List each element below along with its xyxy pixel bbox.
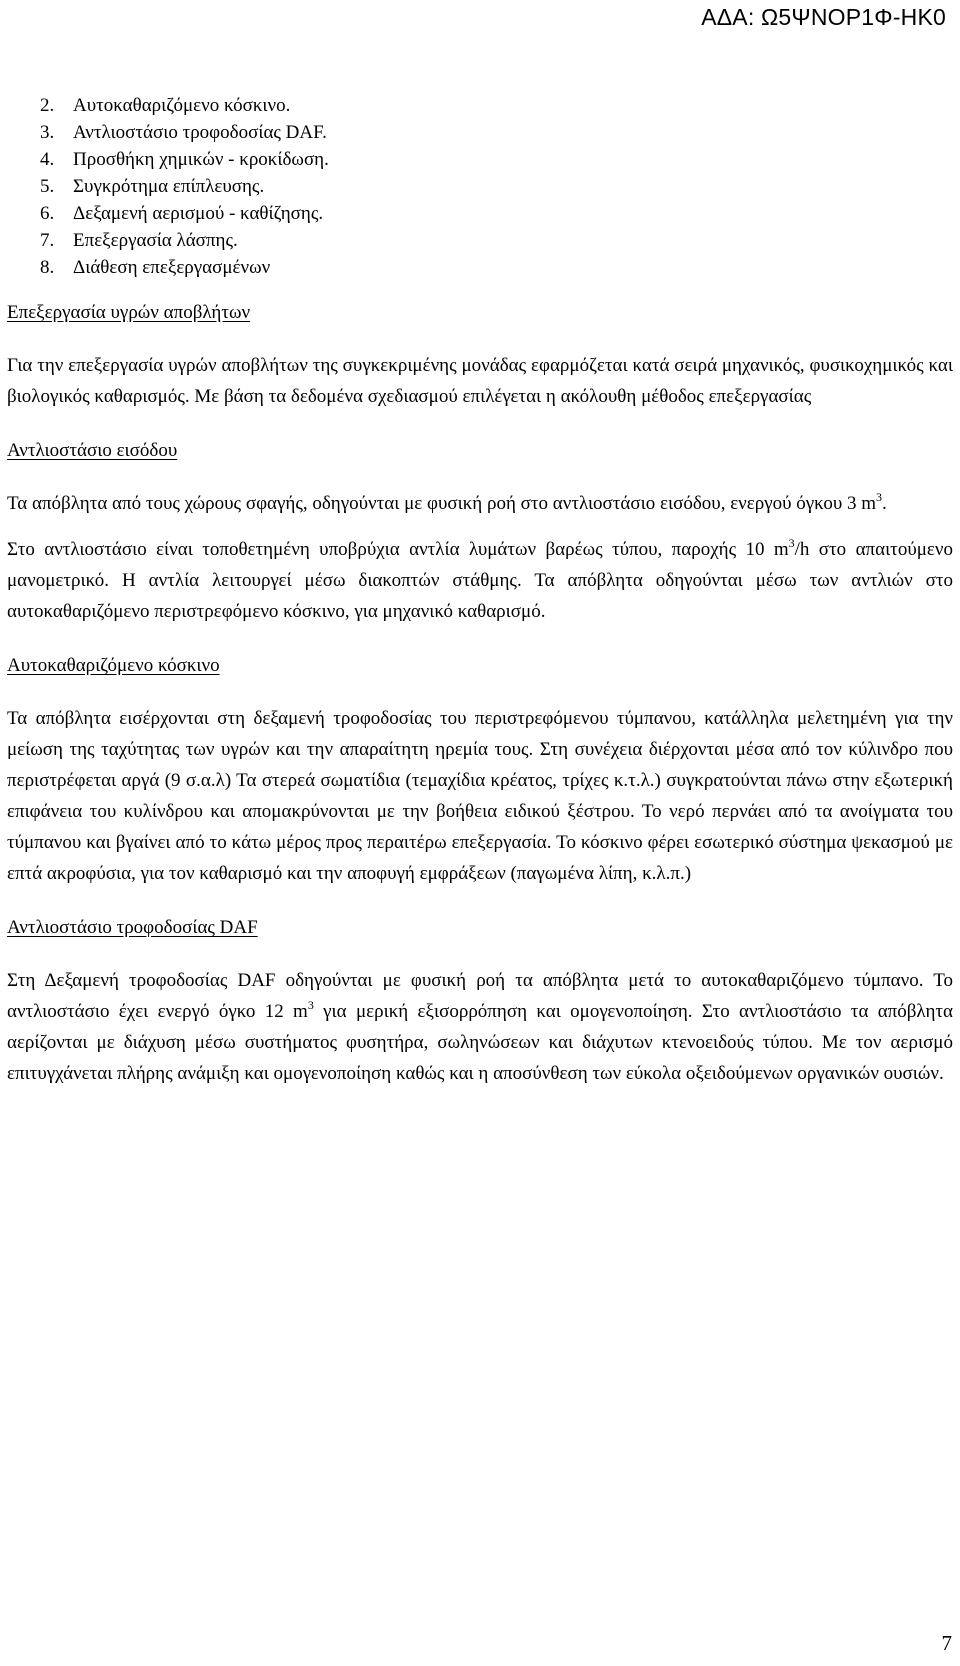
list-item: [40, 92, 953, 119]
list-item-number: 5.: [40, 176, 55, 197]
list-item-number: 6.: [40, 203, 55, 224]
heading-daf-pump: Αντλιοστάσιο τροφοδοσίας DAF: [7, 917, 258, 938]
daf-pump-start: Στη Δεξαμενή τροφοδοσίας DAF οδηγούνται με φυσική ροή τα απόβλητα μετά το αυτοκαθαριζόμενο τύμπανο. Το αντλιοστάσιο έχει ενεργό όγκο 12 m: [7, 970, 953, 1022]
list-item-number: 8.: [40, 257, 55, 278]
inlet-pump-2-end: /h στο απαιτούμενο μανομετρικό. Η αντλία λειτουργεί μέσω διακοπτών στάθμης. Τα απόβλητα οδηγούνται μέσω των αντλιών στο αυτοκαθαριζόμενο περιστρεφόμενο κόσκινο, για μηχανικό καθαρισμό.: [7, 539, 953, 622]
inlet-pump-1-end: .: [882, 493, 887, 514]
document-body: [7, 92, 953, 1089]
superscript-3: 3: [876, 490, 883, 504]
paragraph-inlet-pump-2: [7, 534, 953, 627]
page-number: 7: [941, 1631, 952, 1655]
superscript-3: 3: [307, 998, 314, 1012]
daf-pump-end: για μερική εξισορρόπηση και ομογενοποίηση. Στο αντλιοστάσιο τα απόβλητα αερίζονται με διάχυση μέσω συστήματος φυσητήρα, σωληνώσεων και διάχυτων κτενοειδούς τύπου. Με τον αερισμό επιτυγχάνεται πλήρης ανάμιξη και ομογενοποίηση καθώς και η αποσύνθεση των εύκολα οξειδούμενων οργανικών ουσιών.: [7, 1001, 954, 1084]
inlet-pump-2-start: Στο αντλιοστάσιο είναι τοποθετημένη υποβρύχια αντλία λυμάτων βαρέως τύπου, παροχής 10 m: [7, 539, 789, 560]
paragraph-wastewater: Για την επεξεργασία υγρών αποβλήτων της συγκεκριμένης μονάδας εφαρμόζεται κατά σειρά μηχανικός, φυσικοχημικός και βιολογικός καθαρισμός. Με βάση τα δεδομένα σχεδιασμού επιλέγεται η ακόλουθη μέθοδος επεξεργασίας: [7, 355, 953, 407]
ada-code: ΑΔΑ: Ω5ΨΝΟΡ1Φ-ΗΚ0: [701, 4, 946, 30]
paragraph-screen: Τα απόβλητα εισέρχονται στη δεξαμενή τροφοδοσίας του περιστρεφόμενου τύμπανου, κατάλληλα μελετημένη για την μείωση της ταχύτητας των υγρών και την απαραίτητη ηρεμία τους. Στη συνέχεια διέρχονται μέσα από τον κύλινδρο που περιστρέφεται αργά (9 σ.α.λ) Τα στερεά σωματίδια (τεμαχίδια κρέατος, τρίχες κ.τ.λ.) συγκρατούνται πάνω στην εξωτερική επιφάνεια του κυλίνδρου και απομακρύνονται με την βοήθεια ειδικού ξέστρου. Το νερό περνάει από τα ανοίγματα του τύμπανου και βγαίνει από το κάτω μέρος προς περαιτέρω επεξεργασία. Το κόσκινο φέρει εσωτερικό σύστημα ψεκασμού με επτά ακροφύσια, για τον καθαρισμό και την αποφυγή εμφράξεων (παγωμένα λίπη, κ.λ.π.): [7, 708, 953, 884]
list-item-text: Δεξαμενή αερισμού - καθίζησης.: [73, 203, 324, 224]
process-list: [7, 92, 953, 281]
paragraph-inlet-pump-1: [7, 488, 953, 519]
list-item-text: Διάθεση επεξεργασμένων: [73, 257, 271, 278]
list-item: [40, 119, 953, 146]
list-item-text: Προσθήκη χημικών - κροκίδωση.: [73, 149, 329, 170]
superscript-3: 3: [788, 536, 795, 550]
list-item-number: 7.: [40, 230, 55, 251]
paragraph-daf-pump: [7, 965, 953, 1089]
heading-screen: Αυτοκαθαριζόμενο κόσκινο: [7, 655, 220, 676]
list-item-number: 2.: [40, 95, 55, 116]
heading-inlet-pump: Αντλιοστάσιο εισόδου: [7, 440, 178, 461]
list-item-text: Επεξεργασία λάσπης.: [73, 230, 238, 251]
list-item-number: 3.: [40, 122, 55, 143]
list-item: [40, 227, 953, 254]
inlet-pump-1-text: Τα απόβλητα από τους χώρους σφαγής, οδηγούνται με φυσική ροή στο αντλιοστάσιο εισόδου, ενεργού όγκου 3 m: [7, 493, 877, 514]
list-item-number: 4.: [40, 149, 55, 170]
list-item: [40, 200, 953, 227]
list-item: [40, 173, 953, 200]
heading-wastewater: Επεξεργασία υγρών αποβλήτων: [7, 302, 251, 323]
list-item: [40, 254, 953, 281]
list-item: [40, 146, 953, 173]
list-item-text: Συγκρότημα επίπλευσης.: [73, 176, 265, 197]
list-item-text: Αυτοκαθαριζόμενο κόσκινο.: [73, 95, 291, 116]
list-item-text: Αντλιοστάσιο τροφοδοσίας DAF.: [73, 122, 327, 143]
